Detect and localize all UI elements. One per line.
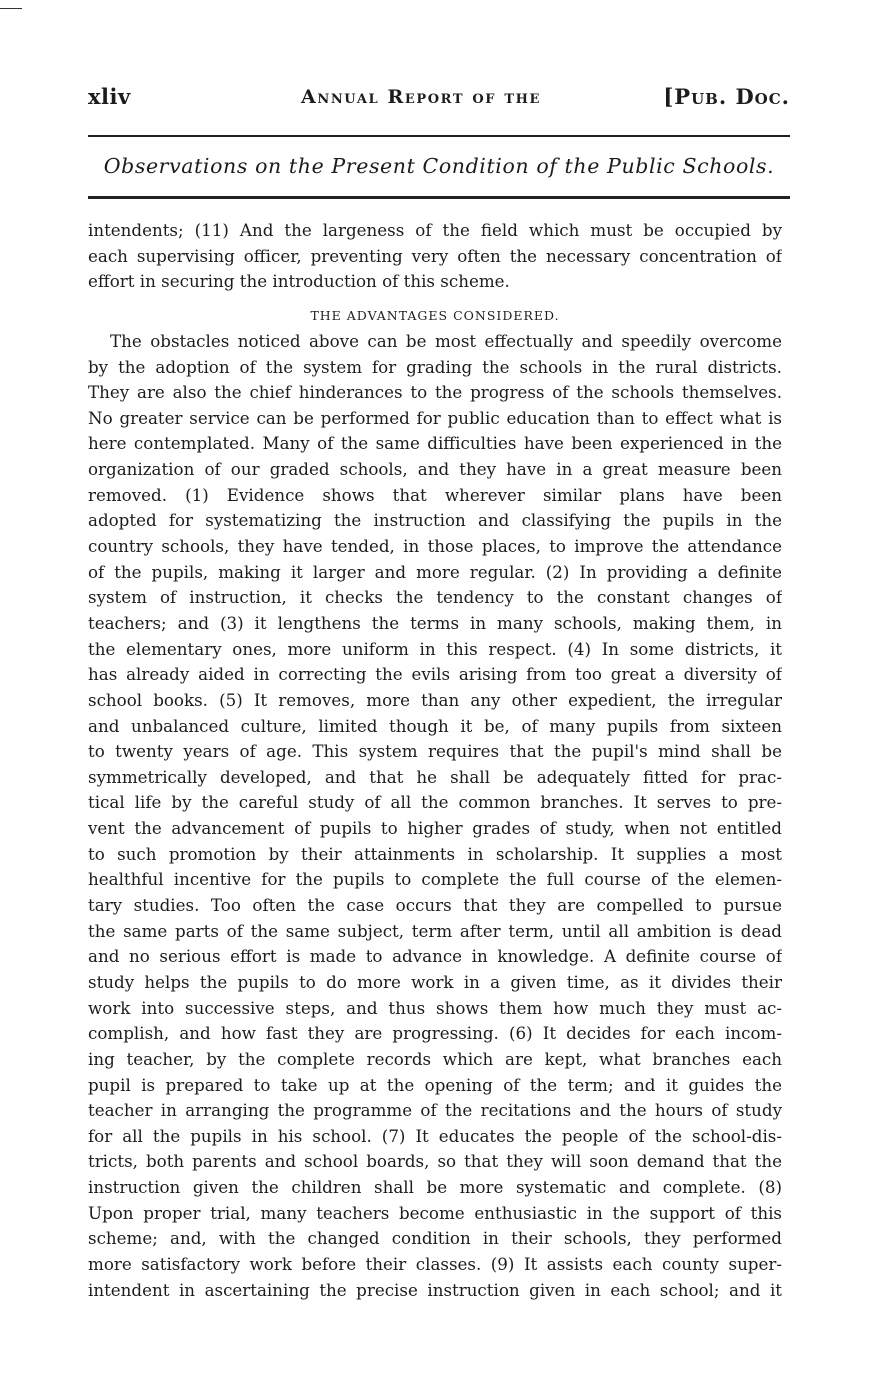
subheading: THE ADVANTAGES CONSIDERED.: [310, 307, 560, 323]
text-line: school books. (5) It removes, more than any other expedient, the irregular: [88, 689, 782, 710]
text-line: No greater service can be performed for public education than to effect what is: [88, 407, 782, 428]
text-line: to twenty years of age. This system requires that the pupil's mind shall be: [88, 741, 782, 762]
text-line: work into successive steps, and thus shows them how much they must ac-: [88, 997, 782, 1018]
text-line: They are also the chief hinderances to the progress of the schools themselves.: [88, 382, 782, 403]
text-line: tricts, both parents and school boards, so that they will soon demand that the: [88, 1151, 782, 1172]
text-line: study helps the pupils to do more work in a given time, as it divides their: [88, 971, 782, 992]
section-heading: Observations on the Present Condition of the Public Schools.: [103, 154, 775, 178]
text-line: for all the pupils in his school. (7) It educates the people of the school-dis-: [88, 1125, 782, 1146]
text-line: and unbalanced culture, limited though it be, of many pupils from sixteen: [88, 715, 782, 736]
text-line: the elementary ones, more uniform in this respect. (4) In some districts, it: [88, 638, 782, 659]
text-line: effort in securing the introduction of this scheme.: [88, 271, 510, 292]
text-line: organization of our graded schools, and they have in a great measure been: [88, 459, 782, 480]
text-line: the same parts of the same subject, term after term, until all ambition is dead: [88, 920, 782, 941]
text-line: Upon proper trial, many teachers become enthusiastic in the support of this: [88, 1202, 782, 1223]
text-line: tical life by the careful study of all the common branches. It serves to pre-: [88, 792, 782, 813]
page-corner-mark: [0, 8, 22, 9]
text-line: teacher in arranging the programme of the recitations and the hours of study: [88, 1100, 782, 1121]
text-line: adopted for systematizing the instruction and classifying the pupils in the: [88, 510, 782, 531]
text-line: scheme; and, with the changed condition in their schools, they performed: [88, 1228, 782, 1249]
body-text: [88, 218, 782, 1303]
publication-designation: [Pub. Doc.: [663, 84, 790, 109]
report-title: Annual Report of the: [301, 86, 541, 108]
text-line: more satisfactory work before their classes. (9) It assists each county super-: [88, 1253, 782, 1274]
text-line: intendents; (11) And the largeness of the field which must be occupied by: [88, 220, 782, 240]
text-line: has already aided in correcting the evils arising from too great a diversity of: [88, 664, 782, 685]
text-line: country schools, they have tended, in those places, to improve the attendance: [88, 536, 782, 557]
text-line: healthful incentive for the pupils to complete the full course of the elemen-: [88, 869, 782, 890]
opening-text: [88, 218, 782, 295]
text-line: of the pupils, making it larger and more regular. (2) In providing a definite: [88, 561, 782, 582]
text-line: each supervising officer, preventing very often the necessary concentration of: [88, 245, 782, 266]
text-line: and no serious effort is made to advance in knowledge. A definite course of: [88, 946, 782, 967]
header-rule-top: [88, 135, 790, 137]
text-line: tary studies. Too often the case occurs that they are compelled to pursue: [88, 895, 782, 916]
text-line: here contemplated. Many of the same difficulties have been experienced in the: [88, 433, 782, 454]
page-number: xliv: [88, 84, 131, 109]
text-line: complish, and how fast they are progressing. (6) It decides for each incom-: [88, 1023, 782, 1044]
text-line: intendent in ascertaining the precise instruction given in each school; and it: [88, 1279, 782, 1300]
advantages-paragraph: [88, 329, 782, 1303]
text-line: symmetrically developed, and that he shall be adequately fitted for prac-: [88, 766, 782, 787]
text-line: The obstacles noticed above can be most effectually and speedily overcome: [110, 330, 782, 351]
header-rule-bottom: [88, 196, 790, 199]
text-line: vent the advancement of pupils to higher grades of study, when not entitled: [88, 818, 782, 839]
text-line: system of instruction, it checks the tendency to the constant changes of: [88, 587, 782, 608]
text-line: to such promotion by their attainments in scholarship. It supplies a most: [88, 843, 782, 864]
text-line: teachers; and (3) it lengthens the terms in many schools, making them, in: [88, 612, 782, 633]
text-line: removed. (1) Evidence shows that wherever similar plans have been: [88, 484, 782, 505]
running-head: [88, 84, 790, 118]
text-line: by the adoption of the system for grading the schools in the rural districts.: [88, 356, 782, 377]
text-line: ing teacher, by the complete records which are kept, what branches each: [88, 1048, 782, 1069]
text-line: instruction given the children shall be more systematic and complete. (8): [88, 1177, 782, 1198]
text-line: pupil is prepared to take up at the opening of the term; and it guides the: [88, 1074, 782, 1095]
